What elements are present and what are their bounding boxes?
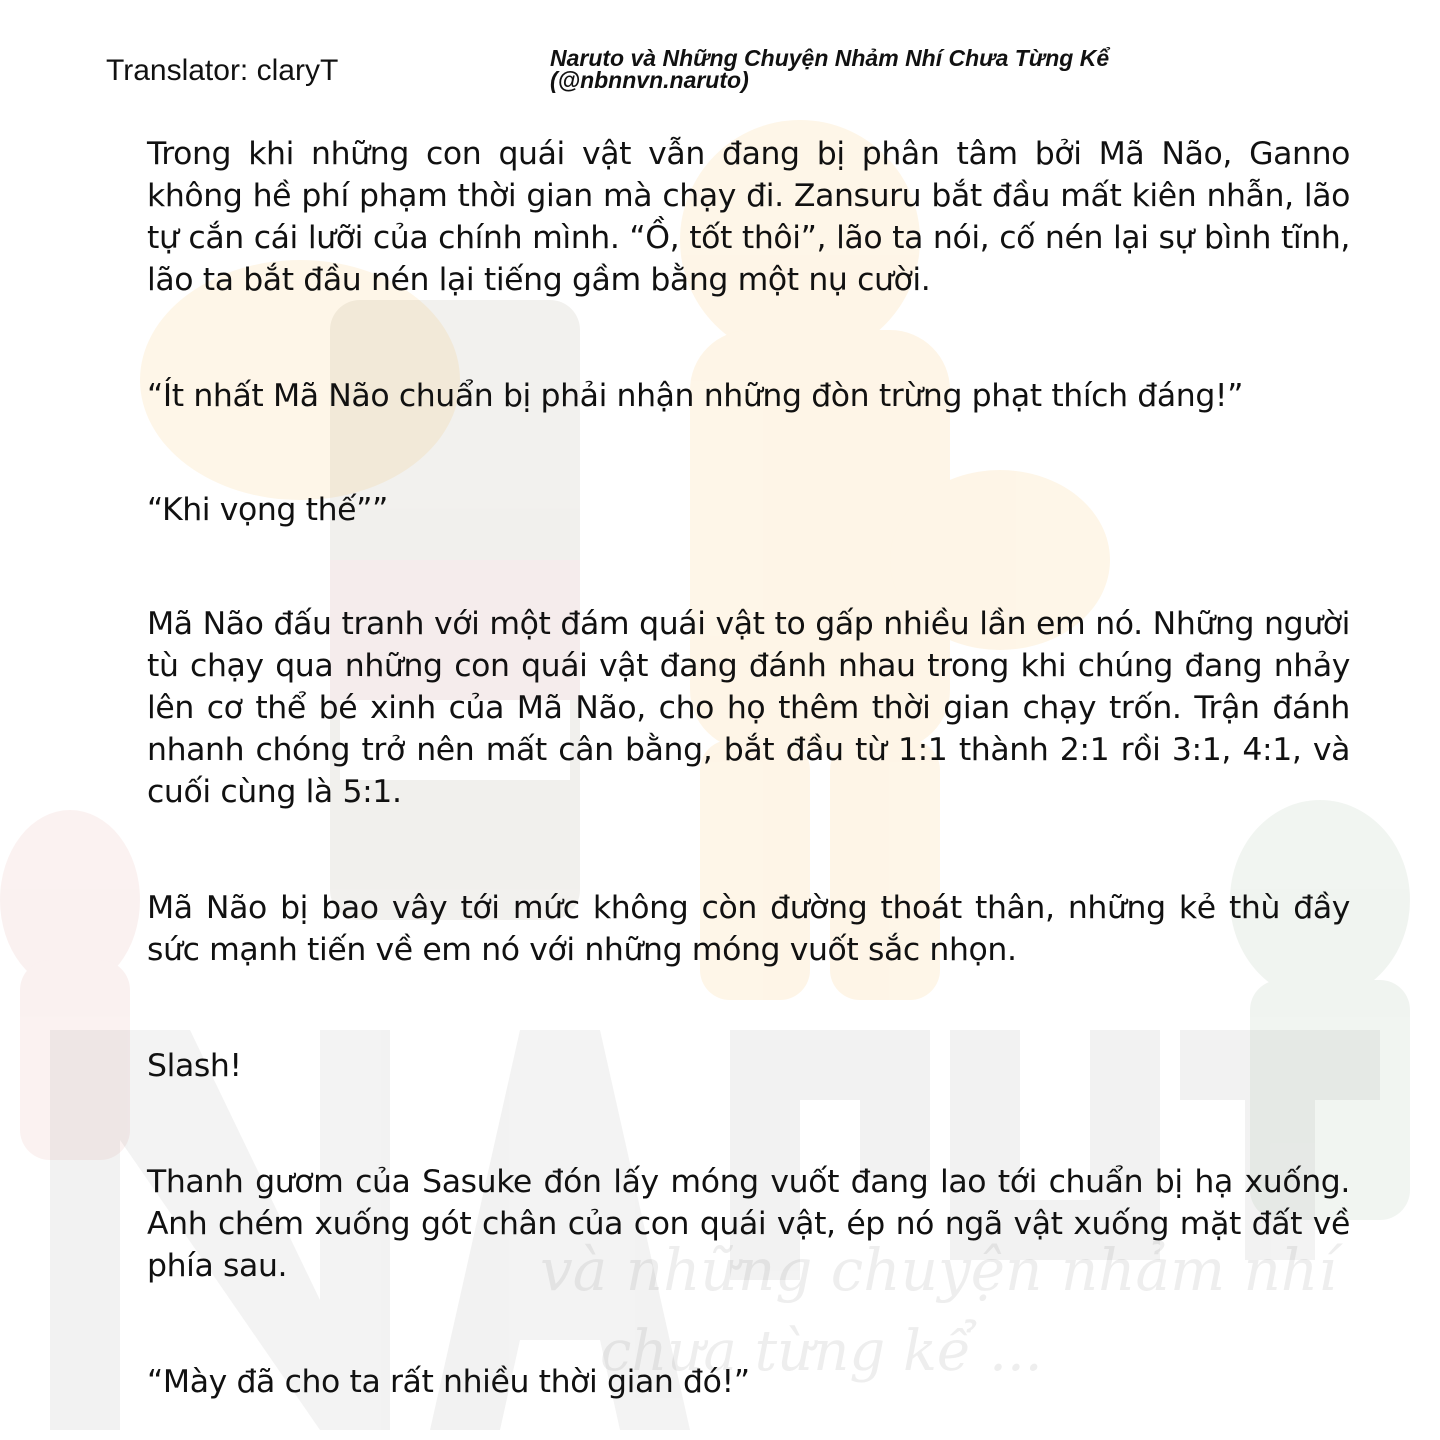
series-title-line-1: Naruto và Những Chuyện Nhảm Nhí Chưa Từng Kể: [550, 45, 1110, 71]
series-title: [550, 47, 1270, 91]
paragraph-8: “Mày đã cho ta rất nhiều thời gian đó!”: [147, 1364, 750, 1400]
translator-credit: Translator: claryT: [106, 54, 339, 87]
paragraph-2: “Ít nhất Mã Não chuẩn bị phải nhận những đòn trừng phạt thích đáng!”: [147, 378, 1244, 414]
paragraph-6: Slash!: [147, 1048, 242, 1084]
paragraph-3: “Khi vọng thế””: [147, 492, 388, 528]
story-text: [147, 133, 1350, 1403]
paragraph-4: Mã Não đấu tranh với một đám quái vật to gấp nhiều lần em nó. Những người tù chạy qua những con quái vật đang đánh nhau trong khi chúng đang nhảy lên cơ thể bé xinh của Mã Não, cho họ thêm thời gian chạy trốn. Trận đánh nhanh chóng trở nên mất cân bằng, bắt đầu từ 1:1 thành 2:1 rồi 3:1, 4:1, và cuối cùng là 5:1.: [147, 606, 1350, 810]
script-line-2: chưa từng kể ...: [600, 1319, 1043, 1384]
series-handle: (@nbnnvn.naruto): [550, 67, 749, 93]
paragraph-1: Trong khi những con quái vật vẫn đang bị phân tâm bởi Mã Não, Ganno không hề phí phạm thời gian mà chạy đi. Zansuru bắt đầu mất kiên nhẫn, lão tự cắn cái lưỡi của chính mình. “Ồ, tốt thôi”, lão ta nói, cố nén lại sự bình tĩnh, lão ta bắt đầu nén lại tiếng gầm bằng một nụ cười.: [147, 136, 1350, 298]
paragraph-5: Mã Não bị bao vây tới mức không còn đường thoát thân, những kẻ thù đầy sức mạnh tiến về em nó với những móng vuốt sắc nhọn.: [147, 890, 1350, 968]
paragraph-7: Thanh gươm của Sasuke đón lấy móng vuốt đang lao tới chuẩn bị hạ xuống. Anh chém xuống gót chân của con quái vật, ép nó ngã vật xuống mặt đất về phía sau.: [147, 1164, 1350, 1284]
script-line-1: và những chuyện nhảm nhí: [540, 1236, 1337, 1304]
